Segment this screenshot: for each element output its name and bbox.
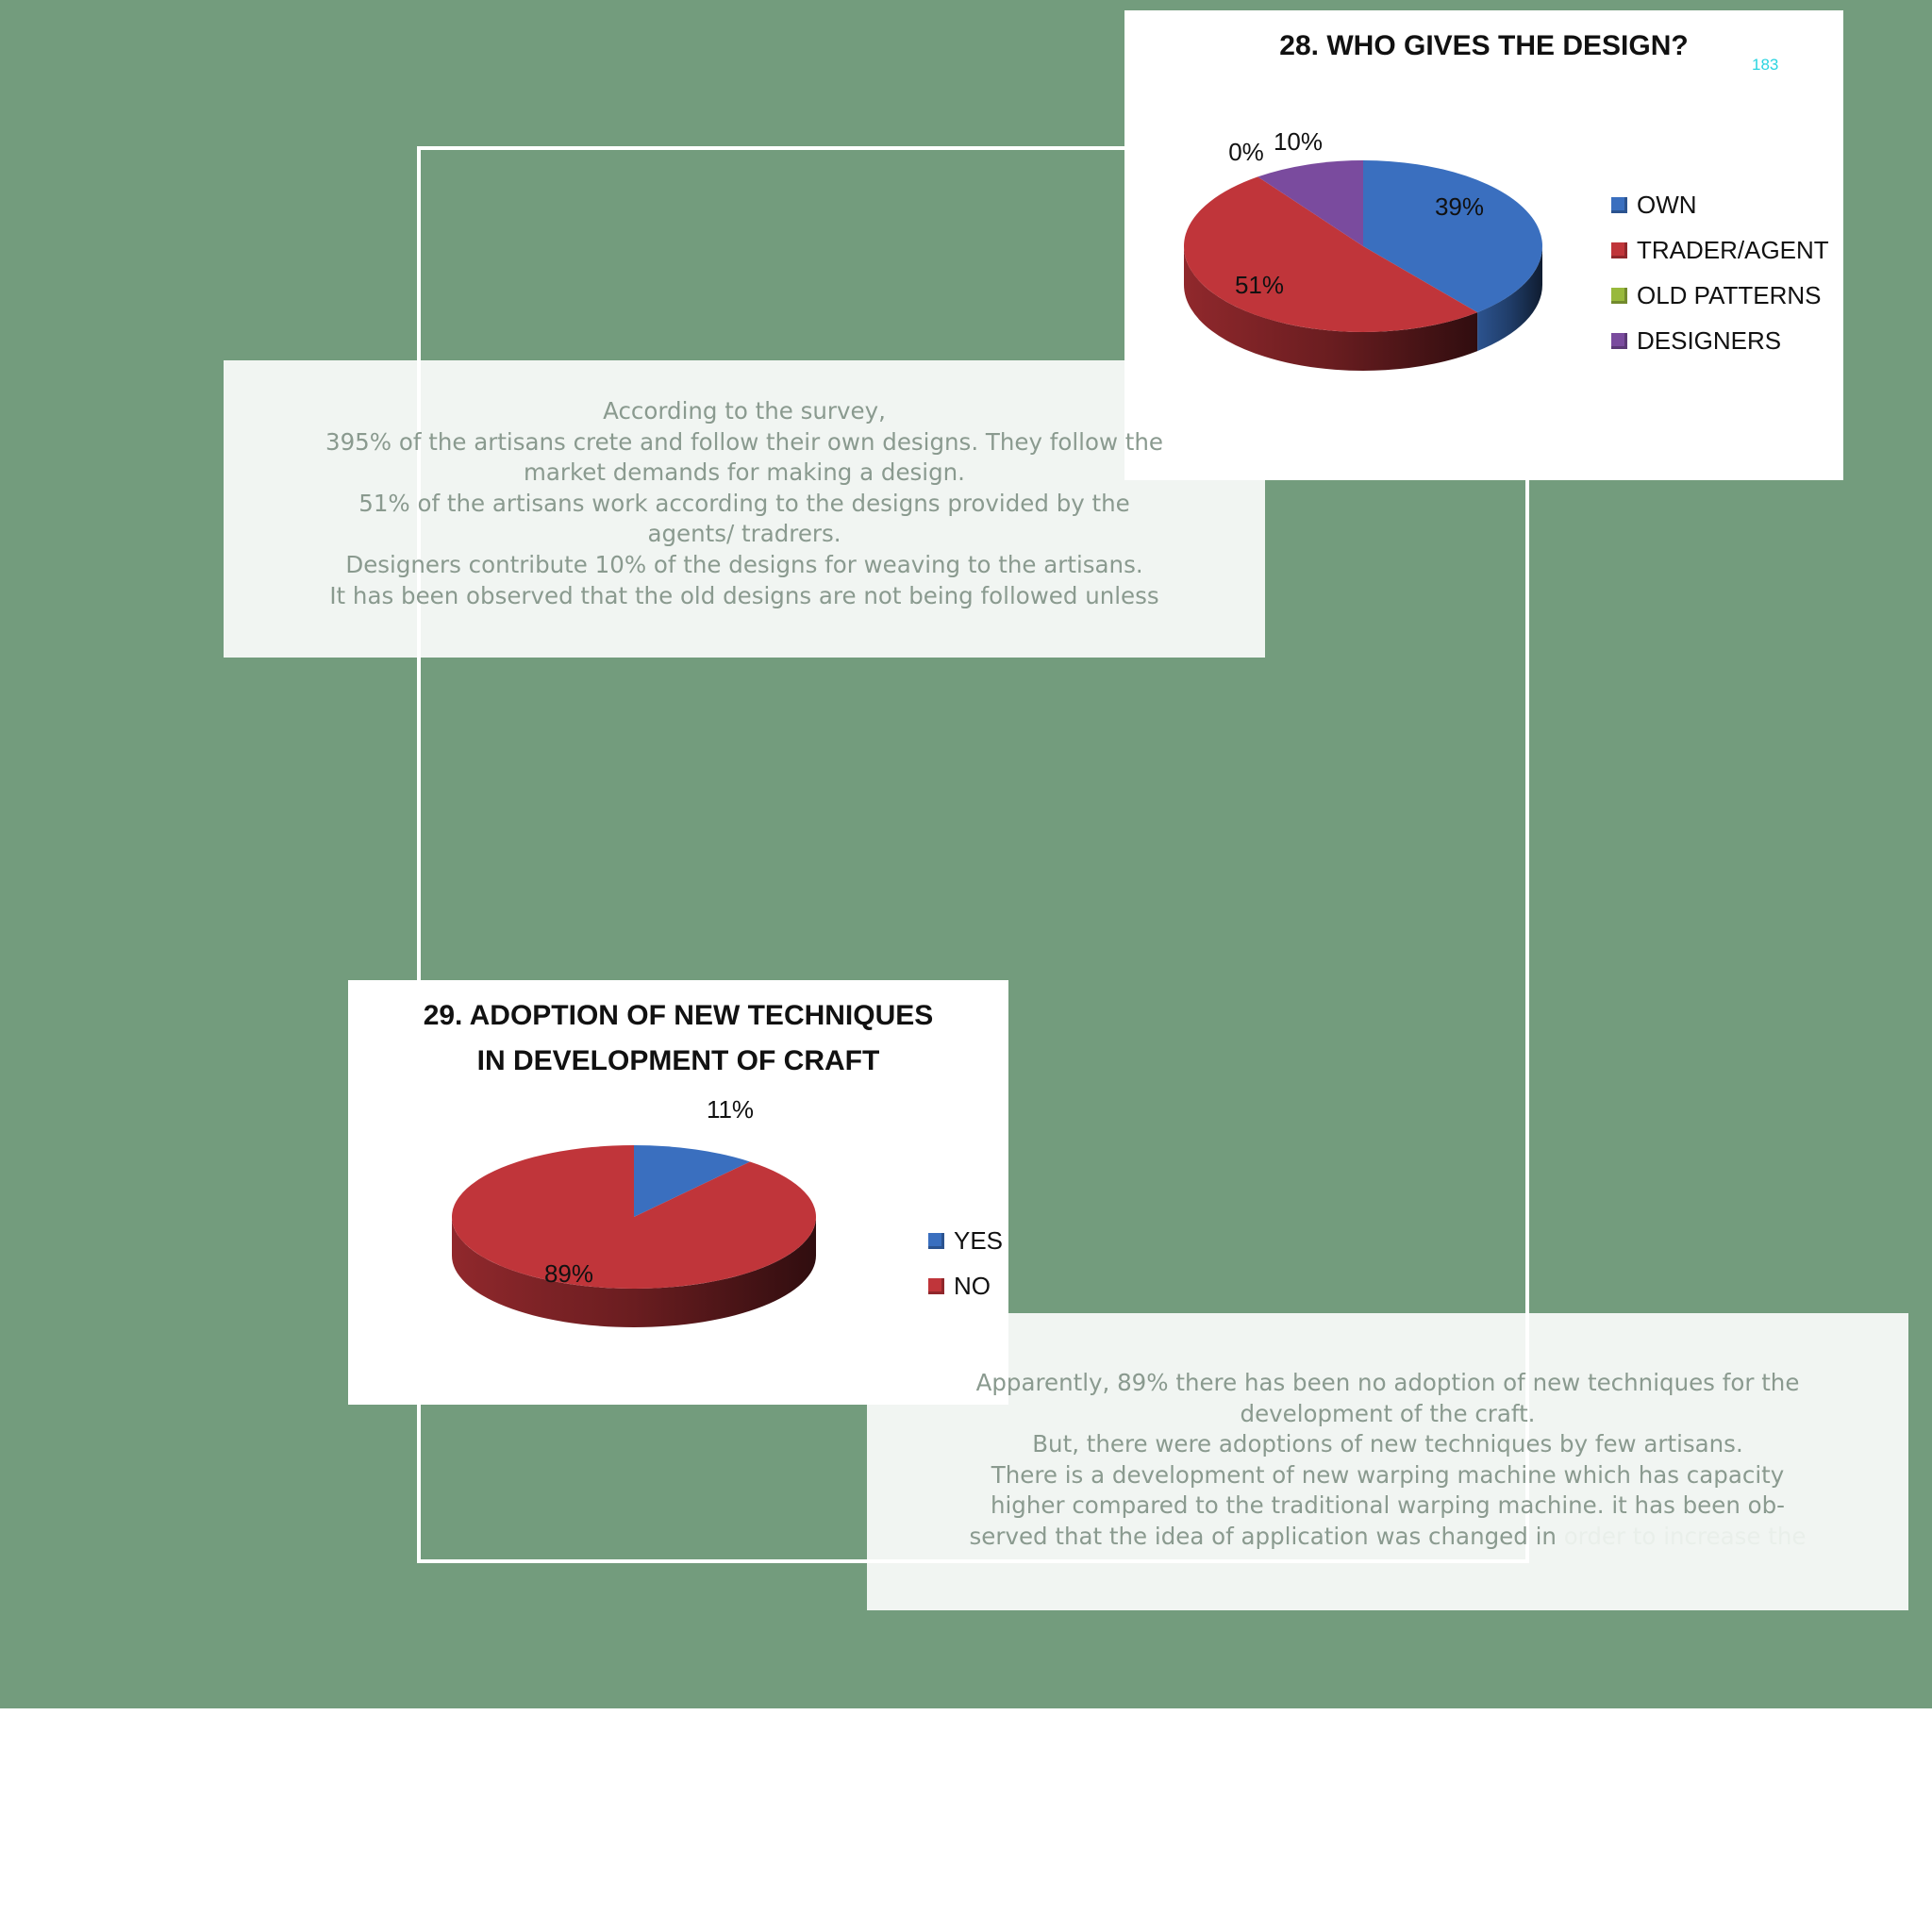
legend-label: YES bbox=[954, 1225, 1004, 1255]
adoption-text-box bbox=[867, 1313, 1908, 1610]
data-label: 89% bbox=[543, 1259, 594, 1288]
text-line: It has been observed that the old designs are not being followed unless bbox=[329, 581, 1159, 609]
text-line: market demands for making a design. bbox=[524, 458, 965, 487]
text-line: 395% of the artisans crete and follow their own designs. They follow the bbox=[325, 427, 1163, 456]
text-line-visible: served that the idea of application was changed in bbox=[969, 1522, 1557, 1550]
data-label: 10% bbox=[1273, 127, 1324, 156]
legend bbox=[1611, 182, 1829, 363]
legend-label: OLD PATTERNS bbox=[1637, 280, 1822, 309]
text-line: There is a development of new warping machine which has capacity bbox=[991, 1460, 1785, 1489]
text-line: Apparently, 89% there has been no adoption of new techniques for the bbox=[975, 1369, 1800, 1396]
legend-item-trader-agent bbox=[1611, 227, 1829, 273]
chart-title-line: 29. ADOPTION OF NEW TECHNIQUES bbox=[423, 1000, 934, 1031]
legend-swatch bbox=[1611, 333, 1627, 349]
legend-swatch bbox=[928, 1278, 944, 1294]
legend-swatch bbox=[1611, 197, 1627, 213]
text-line bbox=[905, 1522, 1871, 1553]
legend-item-no bbox=[928, 1263, 1003, 1308]
text-line: development of the craft. bbox=[1240, 1399, 1536, 1427]
legend-item-old-patterns bbox=[1611, 273, 1829, 318]
text-line: According to the survey, bbox=[603, 397, 886, 425]
text-line: higher compared to the traditional warping machine. it has been ob- bbox=[990, 1491, 1786, 1520]
legend-label: NO bbox=[954, 1271, 991, 1300]
legend-swatch bbox=[1611, 242, 1627, 258]
text-line: 51% of the artisans work according to the designs provided by the bbox=[358, 489, 1130, 517]
legend-item-designers bbox=[1611, 318, 1829, 363]
text-line-faded: order to increase the bbox=[1556, 1522, 1807, 1550]
data-label: 51% bbox=[1234, 271, 1285, 299]
legend-item-own bbox=[1611, 182, 1829, 227]
legend bbox=[928, 1218, 1003, 1308]
data-label: 39% bbox=[1434, 192, 1485, 221]
legend-label: OWN bbox=[1637, 190, 1697, 219]
legend-label: DESIGNERS bbox=[1637, 325, 1782, 355]
legend-swatch bbox=[928, 1233, 944, 1249]
chart-title-line: IN DEVELOPMENT OF CRAFT bbox=[476, 1045, 880, 1076]
text-line: But, there were adoptions of new techniques by few artisans. bbox=[1032, 1430, 1743, 1458]
legend-swatch bbox=[1611, 288, 1627, 304]
data-label: 11% bbox=[706, 1095, 755, 1124]
pie-slice-no bbox=[452, 1145, 816, 1289]
data-label: 0% bbox=[1228, 138, 1264, 166]
page-number: 183 bbox=[1752, 56, 1779, 74]
legend-label: TRADER/AGENT bbox=[1637, 235, 1829, 264]
chart-title: 28. WHO GIVES THE DESIGN? bbox=[1279, 30, 1689, 61]
legend-item-yes bbox=[928, 1218, 1003, 1263]
text-line: Designers contribute 10% of the designs for weaving to the artisans. bbox=[345, 550, 1143, 578]
survey-text-box bbox=[224, 360, 1265, 658]
text-line: agents/ tradrers. bbox=[647, 520, 841, 548]
